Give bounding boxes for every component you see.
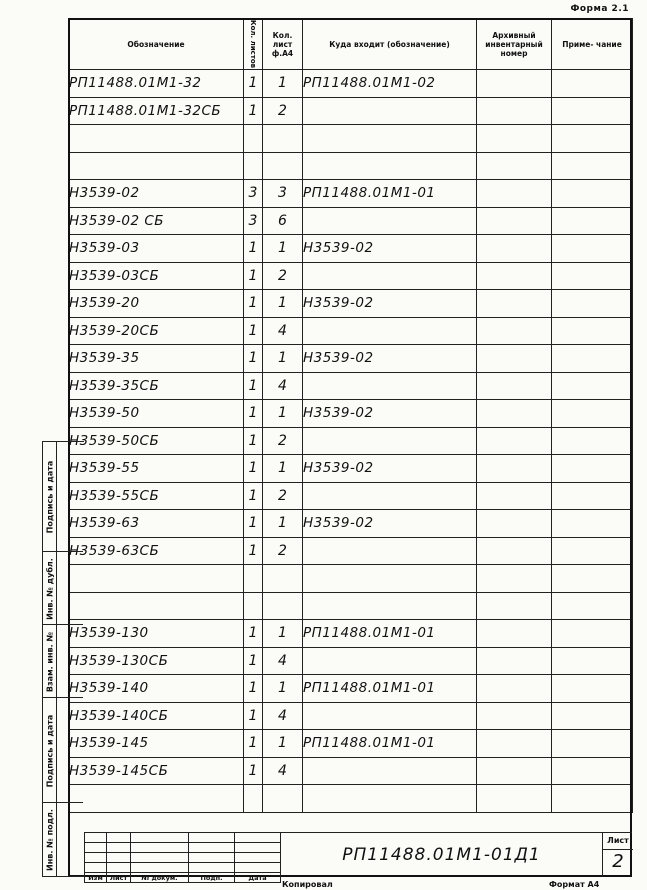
- cell-oboznachenie: Н3539-35СБ: [69, 372, 244, 400]
- side-cell: [43, 552, 83, 625]
- sheet-box: [602, 832, 632, 877]
- cell-oboznachenie: Н3539-20: [69, 290, 244, 318]
- cell-kol-listov: 1: [244, 647, 263, 675]
- cell-oboznachenie: Н3539-145: [69, 730, 244, 758]
- col-izm: Изм: [85, 873, 107, 883]
- cell-oboznachenie: Н3539-140: [69, 675, 244, 703]
- cell-kol-listov: 1: [244, 345, 263, 373]
- cell-kol-listov: 1: [244, 455, 263, 483]
- sheet-frame: [68, 18, 632, 877]
- cell-kol-list-a4: 2: [263, 427, 303, 455]
- side-label-podpis-data-top: Подпись и дата: [43, 442, 57, 552]
- cell-kol-list-a4: 1: [263, 730, 303, 758]
- cell-oboznachenie: Н3539-130СБ: [69, 647, 244, 675]
- cell-kol-list-a4: 1: [263, 290, 303, 318]
- cell-kol-list-a4: 2: [263, 537, 303, 565]
- col-nom-dokum: № докум.: [131, 873, 189, 883]
- cell-oboznachenie: Н3539-130: [69, 620, 244, 648]
- cell-kol-listov: 1: [244, 372, 263, 400]
- cell-kol-listov: 1: [244, 235, 263, 263]
- cell-oboznachenie: Н3539-02 СБ: [69, 207, 244, 235]
- cell-kuda-vhodit: Н3539-02: [303, 510, 477, 538]
- cell-kol-listov: 1: [244, 537, 263, 565]
- cell-kol-listov: 1: [244, 427, 263, 455]
- header-kol-listov: Кол. листов: [244, 19, 263, 70]
- cell-oboznachenie: Н3539-50СБ: [69, 427, 244, 455]
- header-oboznachenie: Обозначение: [69, 19, 244, 70]
- cell-kol-list-a4: 4: [263, 647, 303, 675]
- cell-kol-listov: 3: [244, 180, 263, 208]
- cell-kol-list-a4: 4: [263, 317, 303, 345]
- cell-kol-list-a4: 2: [263, 262, 303, 290]
- col-list: Лист: [107, 873, 131, 883]
- cell-kuda-vhodit: РП11488.01М1-02: [303, 70, 477, 98]
- cell-oboznachenie: Н3539-63: [69, 510, 244, 538]
- cell-kuda-vhodit: РП11488.01М1-01: [303, 620, 477, 648]
- cell-kuda-vhodit: Н3539-02: [303, 345, 477, 373]
- document-code: РП11488.01М1-01Д1: [280, 832, 602, 877]
- cell-kol-listov: 1: [244, 620, 263, 648]
- side-label-inv-dubl: Инв. № дубл.: [43, 552, 57, 625]
- cell-oboznachenie: Н3539-50: [69, 400, 244, 428]
- cell-kuda-vhodit: Н3539-02: [303, 290, 477, 318]
- cell-kol-listov: 1: [244, 730, 263, 758]
- cell-oboznachenie: Н3539-55: [69, 455, 244, 483]
- sheet-number: 2: [612, 851, 624, 872]
- cell-kol-listov: 1: [244, 482, 263, 510]
- cell-kol-listov: 1: [244, 400, 263, 428]
- cell-kol-list-a4: 4: [263, 702, 303, 730]
- cell-kol-listov: 1: [244, 317, 263, 345]
- header-kuda-vhodit: Куда входит (обозначение): [303, 19, 477, 70]
- cell-kol-list-a4: 4: [263, 372, 303, 400]
- cell-oboznachenie: Н3539-63СБ: [69, 537, 244, 565]
- cell-oboznachenie: Н3539-03СБ: [69, 262, 244, 290]
- cell-kol-listov: 1: [244, 70, 263, 98]
- cell-oboznachenie: Н3539-140СБ: [69, 702, 244, 730]
- cell-kol-listov: 1: [244, 262, 263, 290]
- side-label-vzam-inv: Взам. инв. №: [43, 625, 57, 698]
- cell-kol-listov: 3: [244, 207, 263, 235]
- cell-oboznachenie: РП11488.01М1-32СБ: [69, 97, 244, 125]
- cell-kol-listov: 1: [244, 290, 263, 318]
- header-kol-list-a4: Кол. лист ф.А4: [263, 19, 303, 70]
- side-cell: [43, 625, 83, 698]
- cell-kol-list-a4: 1: [263, 620, 303, 648]
- cell-oboznachenie: Н3539-02: [69, 180, 244, 208]
- cell-kol-list-a4: 1: [263, 235, 303, 263]
- cell-kol-listov: 1: [244, 675, 263, 703]
- cell-oboznachenie: Н3539-20СБ: [69, 317, 244, 345]
- cell-oboznachenie: Н3539-55СБ: [69, 482, 244, 510]
- cell-kol-list-a4: 2: [263, 97, 303, 125]
- cell-kol-list-a4: 2: [263, 482, 303, 510]
- cell-kuda-vhodit: Н3539-02: [303, 455, 477, 483]
- cell-kol-listov: 1: [244, 97, 263, 125]
- col-data: Дата: [235, 873, 281, 883]
- kopiroval-label: Копировал: [282, 880, 333, 889]
- cell-kuda-vhodit: РП11488.01М1-01: [303, 675, 477, 703]
- cell-kol-listov: 1: [244, 757, 263, 785]
- cell-kol-listov: 1: [244, 702, 263, 730]
- title-block: [84, 832, 632, 882]
- cell-kol-list-a4: 1: [263, 70, 303, 98]
- side-label-podpis-data-bottom: Подпись и дата: [43, 698, 57, 803]
- cell-kol-list-a4: 1: [263, 345, 303, 373]
- cell-oboznachenie: Н3539-03: [69, 235, 244, 263]
- cell-kol-list-a4: 1: [263, 675, 303, 703]
- header-arhivny-nomer: Архивный инвентарный номер: [477, 19, 552, 70]
- cell-kuda-vhodit: Н3539-02: [303, 235, 477, 263]
- cell-kuda-vhodit: РП11488.01М1-01: [303, 730, 477, 758]
- col-podp: Подп.: [189, 873, 235, 883]
- cell-kol-list-a4: 1: [263, 510, 303, 538]
- format-label: Формат А4: [549, 880, 600, 889]
- revision-grid: [84, 832, 281, 883]
- cell-kol-list-a4: 1: [263, 455, 303, 483]
- sheet-label: Лист: [603, 833, 633, 850]
- cell-kuda-vhodit: Н3539-02: [303, 400, 477, 428]
- cell-oboznachenie: Н3539-35: [69, 345, 244, 373]
- side-cell: [43, 698, 83, 803]
- cell-kol-list-a4: 6: [263, 207, 303, 235]
- cell-kol-list-a4: 4: [263, 757, 303, 785]
- side-label-inv-podl: Инв. № подл.: [43, 803, 57, 877]
- form-label: Форма 2.1: [570, 4, 629, 14]
- side-strip: [42, 441, 84, 877]
- cell-kol-list-a4: 3: [263, 180, 303, 208]
- cell-kol-list-a4: 1: [263, 400, 303, 428]
- header-primechanie: Приме- чание: [552, 19, 633, 70]
- cell-oboznachenie: Н3539-145СБ: [69, 757, 244, 785]
- side-cell: [43, 442, 83, 552]
- cell-kol-listov: 1: [244, 510, 263, 538]
- cell-oboznachenie: РП11488.01М1-32: [69, 70, 244, 98]
- cell-kuda-vhodit: РП11488.01М1-01: [303, 180, 477, 208]
